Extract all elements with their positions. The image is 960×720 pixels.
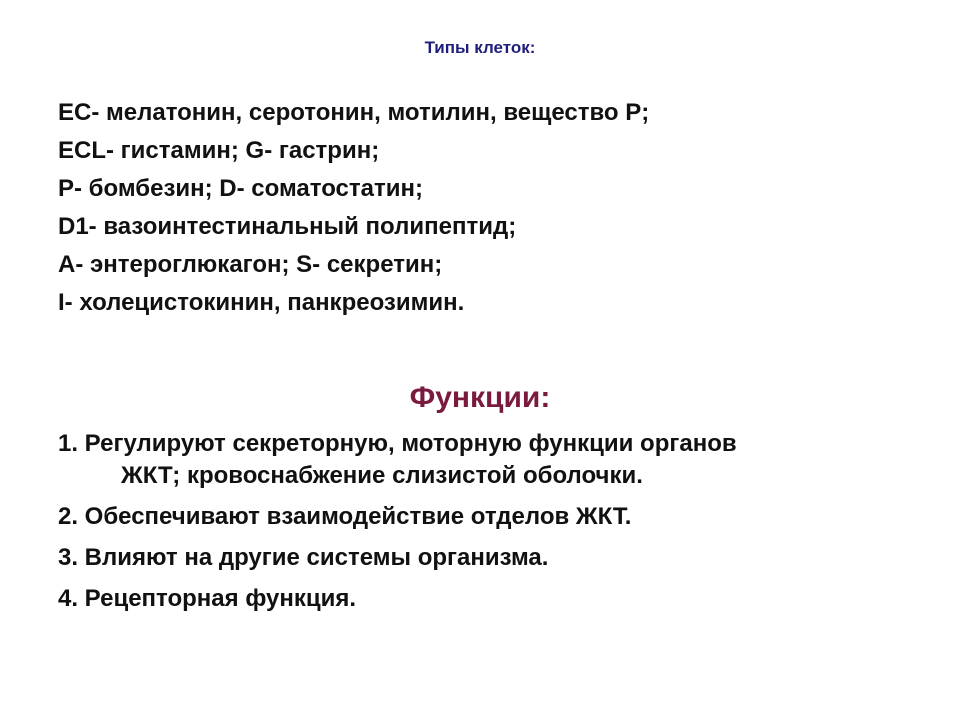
cell-type-item: A- энтероглюкагон; S- секретин; xyxy=(58,251,443,278)
function-item-continuation: ЖКТ; кровоснабжение слизистой оболочки. xyxy=(121,462,643,489)
cell-type-item: P- бомбезин; D- соматостатин; xyxy=(58,175,423,202)
function-item-text: 4. Рецепторная функция. xyxy=(58,585,357,612)
cell-type-item: I- холецистокинин, панкреозимин. xyxy=(58,289,465,316)
cell-type-item: EC- мелатонин, серотонин, мотилин, вещество P; xyxy=(58,99,650,126)
functions-list xyxy=(58,428,918,624)
function-item-text: 2. Обеспечивают взаимодействие отделов ЖКТ. xyxy=(58,503,632,530)
function-item xyxy=(58,583,918,615)
function-item xyxy=(58,501,918,533)
function-item-text: 1. Регулируют секреторную, моторную функции органов xyxy=(58,430,737,457)
function-item xyxy=(58,428,918,492)
cell-type-item: D1- вазоинтестинальный полипептид; xyxy=(58,213,517,240)
cell-types-list xyxy=(58,94,918,322)
subtitle-cell-types: Типы клеток: xyxy=(424,38,536,57)
function-item-text: 3. Влияют на другие системы организма. xyxy=(58,544,549,571)
function-item xyxy=(58,542,918,574)
functions-heading: Функции: xyxy=(409,381,551,414)
cell-type-item: ECL- гистамин; G- гастрин; xyxy=(58,137,380,164)
